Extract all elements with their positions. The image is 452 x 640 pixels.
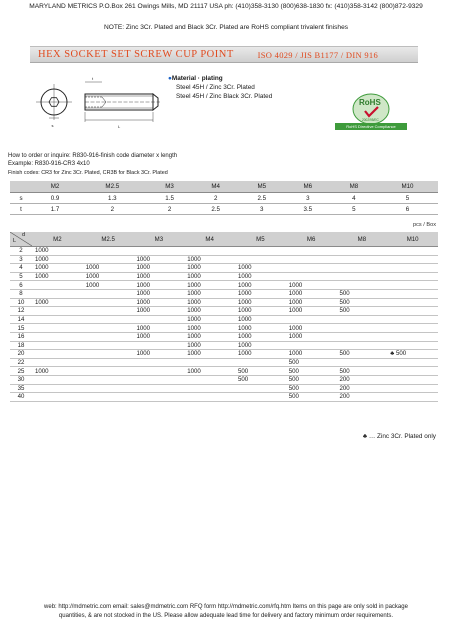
rohs-caption: RoHS Directive Compliance <box>335 123 407 130</box>
table-cell: 1000 <box>184 264 235 273</box>
table-cell: 1000 <box>286 350 337 359</box>
table-cell <box>83 358 134 367</box>
table-cell: 1000 <box>184 255 235 264</box>
table-row <box>10 193 438 204</box>
table-row <box>10 307 438 316</box>
dimension-corner <box>10 181 32 193</box>
table-cell: 1000 <box>32 264 83 273</box>
table-cell <box>387 298 438 307</box>
table-cell <box>32 324 83 333</box>
length-cell: 30 <box>10 375 32 384</box>
table-cell: 1000 <box>184 367 235 376</box>
table-cell <box>83 332 134 341</box>
table-cell <box>337 247 388 256</box>
table-cell <box>83 298 134 307</box>
table-cell <box>184 247 235 256</box>
table-cell <box>337 324 388 333</box>
dimension-table <box>10 181 438 215</box>
table-cell <box>83 255 134 264</box>
table-cell: 1.3 <box>78 193 146 204</box>
order-info <box>8 152 177 177</box>
table-cell <box>337 315 388 324</box>
table-cell: 1000 <box>235 307 286 316</box>
row-label: s <box>10 193 32 204</box>
material-info <box>168 74 272 101</box>
table-cell <box>134 393 185 402</box>
drawing-label-s: s <box>51 123 54 128</box>
table-row <box>10 341 438 350</box>
table-cell: 1000 <box>184 324 235 333</box>
length-cell: 40 <box>10 393 32 402</box>
table-cell <box>286 264 337 273</box>
table-cell <box>32 393 83 402</box>
table-cell <box>235 358 286 367</box>
order-line-1: How to order or inquire: R830-916-finish code diameter x length <box>8 153 178 159</box>
table-cell: 1000 <box>235 264 286 273</box>
table-row <box>10 315 438 324</box>
rohs-note: NOTE: Zinc 3Cr. Plated and Black 3Cr. Plated are RoHS compliant trivalent finishes <box>103 24 349 31</box>
table-cell: 1000 <box>184 272 235 281</box>
table-row <box>10 384 438 393</box>
table-row <box>10 247 438 256</box>
drawing-label-l: L <box>118 124 121 129</box>
table-cell <box>83 324 134 333</box>
table-cell <box>337 255 388 264</box>
table-cell <box>387 289 438 298</box>
table-cell: 1000 <box>184 315 235 324</box>
table-cell: 1000 <box>184 341 235 350</box>
table-cell <box>387 332 438 341</box>
table-cell: 1000 <box>286 281 337 290</box>
table-cell <box>83 307 134 316</box>
rohs-sub-text: 2002/95/EC <box>362 118 379 122</box>
table-cell: 1000 <box>235 332 286 341</box>
table-cell: 200 <box>337 393 388 402</box>
table-cell <box>286 247 337 256</box>
table-cell <box>286 341 337 350</box>
row-label: t <box>10 204 32 215</box>
table-cell <box>32 375 83 384</box>
table-cell <box>83 384 134 393</box>
standard-codes: ISO 4029 / JIS B1177 / DIN 916 <box>257 50 378 60</box>
table-cell <box>134 315 185 324</box>
order-line-3: Finish codes: CR3 for Zinc 3Cr. Plated, CR3B for Black 3Cr. Plated <box>8 169 168 176</box>
table-cell: 500 <box>337 350 388 359</box>
screw-drawing <box>30 72 185 136</box>
length-cell: 15 <box>10 324 32 333</box>
table-cell: 1000 <box>286 332 337 341</box>
table-row <box>10 298 438 307</box>
table-cell: 1000 <box>286 324 337 333</box>
table-cell: 500 <box>235 367 286 376</box>
size-header: M2 <box>32 181 78 193</box>
table-cell <box>337 358 388 367</box>
company-header: MARYLAND METRICS P.O.Box 261 Owings Mills, MD 21117 USA ph: (410)358-3130 (800)638-1830 fx: (410)358-3142 (800)872-9329 <box>29 3 423 10</box>
table-row <box>10 350 438 359</box>
table-cell <box>134 384 185 393</box>
order-line-2: Example: R830-916-CR3 4x10 <box>8 161 90 168</box>
table-cell: 1000 <box>32 247 83 256</box>
table-cell: 1000 <box>32 367 83 376</box>
table-cell: 1000 <box>184 350 235 359</box>
table-cell: 500 <box>286 393 337 402</box>
table-cell <box>387 272 438 281</box>
table-row <box>10 332 438 341</box>
material-line-2: Steel 45H / Zinc Black 3Cr. Plated <box>176 93 273 100</box>
table-cell: 500 <box>337 289 388 298</box>
size-header: M2 <box>32 232 83 247</box>
size-header: M3 <box>134 232 185 247</box>
size-header: M2.5 <box>78 181 146 193</box>
size-header: M4 <box>193 181 239 193</box>
table-row <box>10 367 438 376</box>
table-cell <box>387 315 438 324</box>
length-cell: 5 <box>10 272 32 281</box>
table-cell: 1000 <box>235 341 286 350</box>
zinc-footnote: ♣ … Zinc 3Cr. Plated only <box>362 433 436 440</box>
table-cell: 1000 <box>134 255 185 264</box>
table-cell <box>337 264 388 273</box>
corner-l-label: L <box>13 238 17 244</box>
table-cell <box>83 350 134 359</box>
table-cell <box>32 341 83 350</box>
table-cell: 1000 <box>235 315 286 324</box>
table-cell: 1000 <box>83 272 134 281</box>
table-cell <box>134 358 185 367</box>
title-bar <box>30 46 418 63</box>
table-cell: 1000 <box>32 255 83 264</box>
table-cell <box>387 247 438 256</box>
table-row <box>10 375 438 384</box>
table-cell <box>387 255 438 264</box>
table-cell <box>235 255 286 264</box>
table-cell <box>134 341 185 350</box>
table-cell: 6 <box>377 204 438 215</box>
table-cell <box>235 247 286 256</box>
size-header: M6 <box>286 232 337 247</box>
table-cell <box>387 341 438 350</box>
size-header: M8 <box>331 181 377 193</box>
table-cell: 1000 <box>286 307 337 316</box>
table-cell: 5 <box>377 193 438 204</box>
rohs-logo-text: RoHS <box>359 98 381 107</box>
table-cell: 1000 <box>235 350 286 359</box>
table-cell <box>32 332 83 341</box>
length-cell: 3 <box>10 255 32 264</box>
table-cell: 1000 <box>83 281 134 290</box>
table-cell <box>32 307 83 316</box>
table-cell <box>286 315 337 324</box>
table-cell: 2 <box>78 204 146 215</box>
table-cell: 1000 <box>184 307 235 316</box>
table-cell <box>286 255 337 264</box>
table-cell: 1000 <box>32 298 83 307</box>
table-row <box>10 289 438 298</box>
length-cell: 8 <box>10 289 32 298</box>
length-cell: 4 <box>10 264 32 273</box>
table-cell <box>83 289 134 298</box>
size-header: M10 <box>387 232 438 247</box>
table-cell: 1000 <box>83 264 134 273</box>
length-cell: 35 <box>10 384 32 393</box>
table-cell <box>83 341 134 350</box>
table-cell: 500 <box>286 375 337 384</box>
table-row <box>10 358 438 367</box>
length-cell: 22 <box>10 358 32 367</box>
table-cell <box>337 281 388 290</box>
table-cell: 500 <box>286 367 337 376</box>
size-header: M3 <box>147 181 193 193</box>
table-cell <box>83 393 134 402</box>
table-cell: 1000 <box>286 298 337 307</box>
table-cell <box>235 384 286 393</box>
box-header-row <box>10 232 438 247</box>
length-cell: 14 <box>10 315 32 324</box>
table-row <box>10 272 438 281</box>
dimension-header-row <box>10 181 438 193</box>
table-cell <box>32 289 83 298</box>
table-cell: 500 <box>286 358 337 367</box>
table-cell: 1000 <box>134 289 185 298</box>
table-cell: 2 <box>193 193 239 204</box>
table-cell <box>184 358 235 367</box>
table-cell <box>83 315 134 324</box>
size-header: M8 <box>337 232 388 247</box>
length-cell: 12 <box>10 307 32 316</box>
length-cell: 6 <box>10 281 32 290</box>
size-header: M6 <box>285 181 331 193</box>
size-header: M10 <box>377 181 438 193</box>
table-cell <box>337 341 388 350</box>
table-cell: 1000 <box>134 324 185 333</box>
size-header: M4 <box>184 232 235 247</box>
table-cell: 1000 <box>184 289 235 298</box>
table-cell: 1000 <box>235 289 286 298</box>
table-cell <box>32 350 83 359</box>
table-cell: 200 <box>337 384 388 393</box>
table-cell <box>32 358 83 367</box>
table-cell <box>134 367 185 376</box>
table-cell <box>32 281 83 290</box>
table-cell: 2 <box>147 204 193 215</box>
table-cell: 500 <box>286 384 337 393</box>
table-cell <box>134 375 185 384</box>
table-cell: 1000 <box>235 298 286 307</box>
table-cell: 1000 <box>235 272 286 281</box>
table-cell: 1000 <box>235 324 286 333</box>
table-cell <box>83 375 134 384</box>
table-cell: 2.5 <box>193 204 239 215</box>
table-row <box>10 393 438 402</box>
length-cell: 16 <box>10 332 32 341</box>
table-cell: 1000 <box>134 264 185 273</box>
table-cell: 500 <box>235 375 286 384</box>
table-cell <box>387 375 438 384</box>
table-cell: 500 <box>337 367 388 376</box>
table-cell <box>387 393 438 402</box>
footer-line-2: quantities, & are not stocked in the US. Please allow adequate lead time for delivery and factory minimum order requirements. <box>58 612 394 619</box>
corner-d-label: d <box>22 232 26 238</box>
table-row <box>10 281 438 290</box>
table-row <box>10 255 438 264</box>
table-cell <box>32 384 83 393</box>
size-header: M2.5 <box>83 232 134 247</box>
table-row <box>10 204 438 215</box>
table-cell <box>387 264 438 273</box>
table-cell: 2.5 <box>239 193 285 204</box>
table-cell: 1000 <box>184 332 235 341</box>
box-table-body <box>10 247 438 402</box>
table-cell: 1000 <box>32 272 83 281</box>
page-footer <box>0 603 452 620</box>
material-line-1: Steel 45H / Zinc 3Cr. Plated <box>176 84 255 91</box>
table-row <box>10 324 438 333</box>
table-cell <box>83 367 134 376</box>
product-title: HEX SOCKET SET SCREW CUP POINT <box>38 49 234 60</box>
table-cell: 1000 <box>134 350 185 359</box>
size-header: M5 <box>239 181 285 193</box>
table-cell: 200 <box>337 375 388 384</box>
table-cell <box>235 393 286 402</box>
table-cell: 1.5 <box>147 193 193 204</box>
table-cell: 1000 <box>286 289 337 298</box>
table-cell: 4 <box>331 193 377 204</box>
footer-line-1: web: http://mdmetric.com email: sales@mdmetric.com RFQ form http://mdmetric.com/rfq.htm Items on this page are only sold in package <box>44 604 408 610</box>
table-cell <box>134 247 185 256</box>
length-cell: 2 <box>10 247 32 256</box>
length-cell: 10 <box>10 298 32 307</box>
unit-note: pcs / Box <box>412 222 436 228</box>
table-cell <box>387 324 438 333</box>
box-quantity-table <box>10 232 438 402</box>
table-cell: 5 <box>331 204 377 215</box>
bullet-icon: ● <box>168 75 172 82</box>
table-cell <box>387 358 438 367</box>
table-cell: 1000 <box>134 272 185 281</box>
table-corner <box>10 232 32 247</box>
table-cell: 3 <box>285 193 331 204</box>
table-cell <box>337 272 388 281</box>
table-cell: 0.9 <box>32 193 78 204</box>
table-cell <box>184 375 235 384</box>
table-row <box>10 264 438 273</box>
table-cell <box>184 384 235 393</box>
table-cell: 1000 <box>235 281 286 290</box>
table-cell <box>184 393 235 402</box>
table-cell: 1000 <box>134 307 185 316</box>
table-cell: 3 <box>239 204 285 215</box>
table-cell: 1000 <box>184 298 235 307</box>
drawing-label-t: t <box>92 76 94 81</box>
length-cell: 20 <box>10 350 32 359</box>
table-cell <box>387 384 438 393</box>
table-cell <box>387 281 438 290</box>
material-heading: Material · plating <box>171 75 223 82</box>
table-cell: ♣ 500 <box>387 350 438 359</box>
table-cell: 1000 <box>134 298 185 307</box>
table-cell: 500 <box>337 298 388 307</box>
table-cell <box>337 332 388 341</box>
table-cell: 3.5 <box>285 204 331 215</box>
table-cell: 1.7 <box>32 204 78 215</box>
table-cell: 1000 <box>134 281 185 290</box>
table-cell <box>387 367 438 376</box>
table-cell <box>286 272 337 281</box>
size-header: M5 <box>235 232 286 247</box>
table-cell <box>32 315 83 324</box>
length-cell: 25 <box>10 367 32 376</box>
table-cell: 1000 <box>134 332 185 341</box>
table-cell <box>387 307 438 316</box>
table-cell <box>83 247 134 256</box>
length-cell: 18 <box>10 341 32 350</box>
table-cell: 500 <box>337 307 388 316</box>
table-cell: 1000 <box>184 281 235 290</box>
